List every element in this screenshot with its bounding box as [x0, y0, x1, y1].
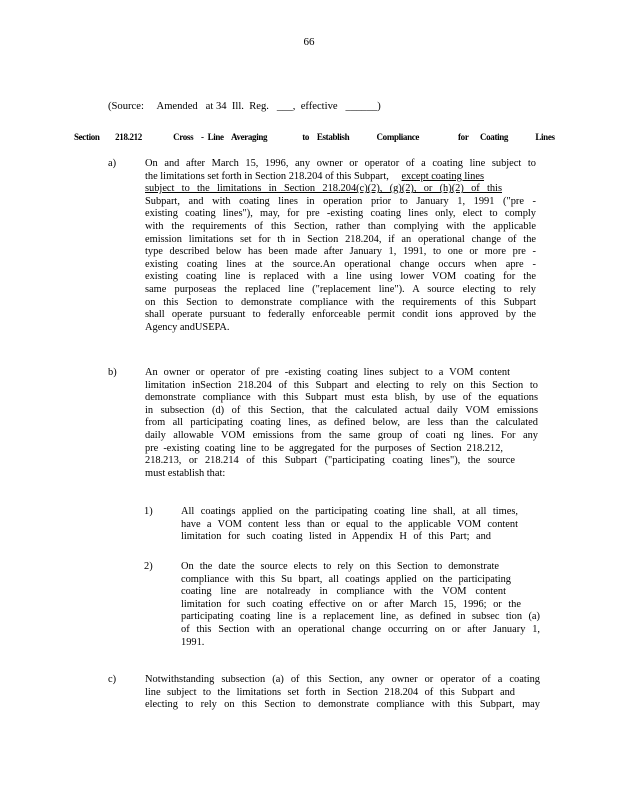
text-line: in subsection (d) of this Section, that the calculated actual daily VOM emissions: [145, 404, 538, 416]
text-line: existing coating lines at the source.An operational change occurs when apre -: [145, 258, 536, 270]
subparagraph-2: [144, 561, 540, 649]
text-line: On and after March 15, 1996, any owner or operator of a coating line subject to: [145, 158, 536, 169]
text-line: the limitations set forth in Section 218.204 of this Subpart, except coating lines: [145, 170, 485, 182]
text-line: limitation for such coating listed in Appendix H of this Part; and: [181, 531, 491, 543]
text-line: of this Section with an operational change occurring on or after January 1,: [181, 623, 540, 635]
text-line: existing coating line is replaced with a line using lower VOM coating for the: [145, 271, 536, 283]
text-line: existing coating lines"), may, for pre -existing coating lines only, elect to comply: [145, 208, 536, 220]
paragraph-a: [108, 158, 536, 334]
text-line: An owner or operator of pre -existing coating lines subject to a VOM content: [145, 367, 510, 378]
text-line: Notwithstanding subsection (a) of this Section, any owner or operator of a coating: [145, 674, 540, 685]
page-number: 66: [303, 36, 315, 48]
text-line: line subject to the limitations set forth in Section 218.204 of this Subpart and: [145, 686, 515, 698]
text-line: participating coating line is a replacement line, as defined in subsec tion (a): [181, 611, 540, 623]
text-line: On the date the source elects to rely on this Section to demonstrate: [181, 561, 499, 572]
paragraph-c: [108, 674, 540, 712]
paragraph-marker: b): [108, 367, 117, 378]
paragraph-marker: 1): [144, 506, 153, 517]
source-note: (Source: Amended at 34 Ill. Reg. ___, effective ______): [108, 101, 381, 112]
text-line: demonstrate compliance with this Subpart must esta blish, by use of the equations: [145, 392, 538, 404]
text-line: Subpart, and with coating lines in operation prior to January 1, 1991 ("pre -: [145, 195, 536, 207]
text-line: Agency andUSEPA.: [145, 321, 230, 333]
text-line: limitation inSection 218.204 of this Subpart and electing to rely on this Section to: [145, 379, 538, 391]
text-line: All coatings applied on the participating coating line shall, at all times,: [181, 506, 518, 517]
text-line: type described below has been made after January 1, 1991, to one or more pre -: [145, 246, 536, 258]
subparagraph-1: [144, 506, 518, 544]
paragraph-b: [108, 367, 538, 480]
text-line-underlined: subject to the limitations in Section 218.204(c)(2), (g)(2), or (h)(2) of this: [145, 183, 502, 195]
text-line: emission limitations set for th in Section 218.204, if an operational change of the: [145, 233, 536, 245]
text-line: with the requirements of this Section, rather than complying with the applicable: [145, 220, 536, 232]
text-line: must establish that:: [145, 467, 226, 479]
text-line: compliance with this Su bpart, all coatings applied on the participating: [181, 573, 511, 585]
text-line: 1991.: [181, 636, 205, 648]
text-line: on this Section to demonstrate compliance with the requirements of this Subpart: [145, 296, 536, 308]
text-line: pre -existing coating line to be aggregated for the purposes of Section 218.212,: [145, 442, 503, 454]
paragraph-marker: 2): [144, 561, 153, 572]
text-line: daily allowable VOM emissions from the same group of coati ng lines. For any: [145, 429, 538, 441]
section-heading: Section 218.212 Cross - Line Averaging to Establish Compliance for Coating Lines: [74, 132, 555, 142]
text-line: shall operate pursuant to federally enforceable permit condit ions approved by the: [145, 309, 536, 321]
text-line: have a VOM content less than or equal to the applicable VOM content: [181, 518, 518, 530]
paragraph-marker: a): [108, 158, 117, 169]
underlined-insert: except coating lines: [401, 170, 485, 182]
text-line: limitation for such coating effective on or after March 15, 1996; or the: [181, 598, 521, 610]
text-line: electing to rely on this Section to demonstrate compliance with this Subpart, may: [145, 699, 540, 711]
text-line: 218.213, or 218.214 of this Subpart ("participating coating lines"), the source: [145, 455, 515, 467]
text-line: from all participating coating lines, as defined below, are less than the calculated: [145, 417, 538, 429]
text-line: same purposeas the replaced line ("replacement line"). A source electing to rely: [145, 283, 536, 295]
paragraph-marker: c): [108, 674, 117, 685]
text-line: coating line are notalready in compliance with the VOM content: [181, 586, 506, 598]
